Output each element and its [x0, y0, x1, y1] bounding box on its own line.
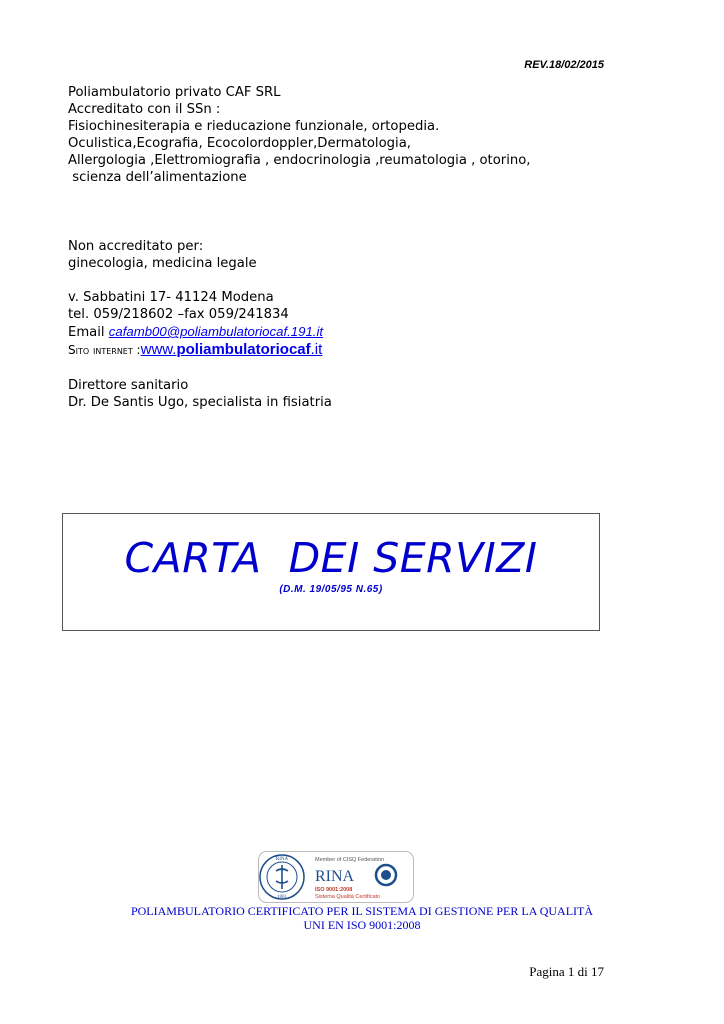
specialty-line: scienza dell’alimentazione — [68, 170, 247, 185]
website-prefix: www. — [140, 341, 177, 358]
seal-text: RINA — [275, 857, 289, 862]
website-link[interactable] — [141, 341, 323, 358]
phone-fax: tel. 059/218602 –fax 059/241834 — [68, 307, 289, 322]
document-subtitle: (D.M. 19/05/95 N.65) — [279, 584, 383, 595]
website-label: Sito internet : — [68, 343, 141, 357]
document-title: CARTA DEI SERVIZI — [124, 534, 538, 582]
address: v. Sabbatini 17- 41124 Modena — [68, 290, 274, 305]
non-accredited-info — [68, 238, 257, 272]
clinic-info — [68, 84, 531, 186]
rina-seal-icon — [260, 855, 304, 900]
accreditation-line: Accreditato con il SSn : — [68, 102, 221, 117]
email-link[interactable]: cafamb00@poliambulatoriocaf.191.it — [108, 324, 324, 339]
director-name: Dr. De Santis Ugo, specialista in fisiatria — [68, 395, 332, 410]
certification-statement — [0, 904, 724, 932]
website-name: poliambulatoriocaf — [176, 341, 311, 358]
website-row — [68, 341, 323, 359]
director-info — [68, 377, 332, 411]
clinic-name: Poliambulatorio privato CAF SRL — [68, 85, 281, 100]
non-accredited-label: Non accreditato per: — [68, 239, 204, 254]
website-suffix: .it — [310, 341, 323, 358]
logo-brand: RINA — [315, 868, 355, 885]
specialty-line: Oculistica,Ecografia, Ecocolordoppler,Dermatologia, — [68, 136, 411, 151]
director-title: Direttore sanitario — [68, 378, 189, 393]
logo-iso: ISO 9001:2008 — [315, 887, 353, 893]
page-number: Pagina 1 di 17 — [529, 964, 604, 979]
logo-system: Sistema Qualità Certificato — [315, 894, 381, 900]
certification-line2: UNI EN ISO 9001:2008 — [303, 918, 421, 932]
seal-year: 1861 — [277, 895, 287, 900]
certification-line1: POLIAMBULATORIO CERTIFICATO PER IL SISTEMA DI GESTIONE PER LA QUALITÀ — [130, 904, 594, 918]
email-label: Email — [68, 325, 109, 340]
rina-certification-logo — [258, 851, 414, 903]
email-row — [68, 323, 323, 341]
logo-federation: Member of CISQ Federation — [315, 857, 385, 863]
non-accredited-list: ginecologia, medicina legale — [68, 256, 257, 271]
specialty-line: Fisiochinesiterapia e rieducazione funzionale, ortopedia. — [68, 119, 440, 134]
contact-info — [68, 289, 323, 359]
certification-badge-icon — [376, 865, 396, 885]
specialty-line: Allergologia ,Elettromiografia , endocrinologia ,reumatologia , otorino, — [68, 153, 531, 168]
document-title-box — [62, 513, 600, 631]
revision-date: REV.18/02/2015 — [524, 59, 604, 71]
